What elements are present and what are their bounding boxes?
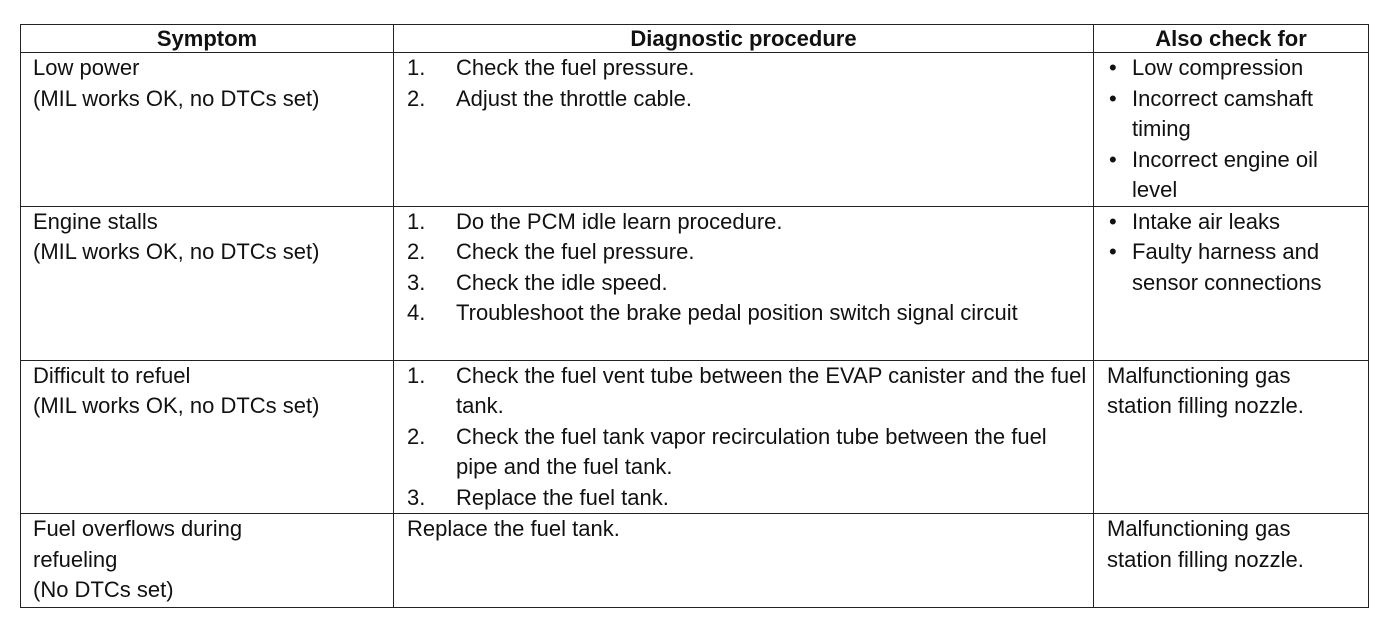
also-check-cell — [1094, 206, 1369, 360]
also-check-item: Incorrect engine oil level — [1132, 146, 1318, 202]
step-text: Check the fuel vent tube between the EVAP canister and the fuel tank. — [456, 362, 1087, 418]
procedure-cell — [394, 514, 1094, 608]
procedure-step — [407, 207, 1089, 238]
step-number: 2. — [407, 423, 426, 449]
procedure-steps — [407, 53, 1089, 114]
diagnostic-table — [20, 24, 1369, 608]
list-item — [1107, 53, 1364, 84]
list-item — [1107, 237, 1364, 298]
symptom-note: (MIL works OK, no DTCs set) — [33, 393, 320, 418]
step-text: Adjust the throttle cable. — [456, 85, 693, 111]
symptom-cell — [21, 206, 394, 360]
also-check-item: Intake air leaks — [1132, 208, 1280, 234]
procedure-steps — [407, 361, 1089, 514]
procedure-text: Replace the fuel tank. — [407, 516, 620, 541]
list-item — [1107, 207, 1364, 238]
symptom-title: Fuel overflows during refueling — [33, 516, 243, 572]
symptom-title: Difficult to refuel — [33, 362, 191, 388]
procedure-cell — [394, 360, 1094, 514]
table-row — [21, 53, 1369, 207]
also-check-list — [1107, 207, 1364, 299]
step-number: 2. — [407, 239, 426, 264]
procedure-cell — [394, 206, 1094, 360]
symptom-cell — [21, 360, 394, 514]
procedure-step — [407, 361, 1089, 422]
procedure-step — [407, 84, 1089, 115]
also-check-text: Malfunctioning gas station filling nozzle. — [1107, 362, 1304, 418]
procedure-step — [407, 53, 1089, 84]
procedure-cell — [394, 53, 1094, 207]
step-text: Replace the fuel tank. — [456, 484, 669, 510]
symptom-note: (No DTCs set) — [33, 577, 174, 602]
step-text: Check the fuel pressure. — [456, 239, 695, 264]
also-check-cell — [1094, 360, 1369, 514]
step-text: Do the PCM idle learn procedure. — [456, 208, 783, 234]
symptom-note: (MIL works OK, no DTCs set) — [33, 85, 320, 111]
procedure-step — [407, 298, 1089, 329]
also-check-item: Low compression — [1132, 55, 1304, 80]
bullet-icon: • — [1109, 85, 1117, 111]
symptom-title: Engine stalls — [33, 208, 158, 234]
symptom-cell — [21, 514, 394, 608]
procedure-step — [407, 422, 1089, 483]
symptom-cell — [21, 53, 394, 207]
table-row — [21, 514, 1369, 608]
bullet-icon: • — [1109, 55, 1117, 80]
step-number: 3. — [407, 484, 426, 510]
procedure-step — [407, 483, 1089, 514]
also-check-list — [1107, 53, 1364, 206]
step-text: Check the fuel pressure. — [456, 55, 695, 80]
bullet-icon: • — [1109, 146, 1117, 172]
procedure-step — [407, 268, 1089, 299]
step-number: 2. — [407, 85, 426, 111]
also-check-text: Malfunctioning gas station filling nozzle. — [1107, 516, 1304, 572]
procedure-steps — [407, 207, 1089, 329]
header-symptom: Symptom — [21, 25, 394, 53]
symptom-note: (MIL works OK, no DTCs set) — [33, 239, 320, 264]
symptom-title: Low power — [33, 55, 140, 80]
also-check-item: Incorrect camshaft timing — [1132, 85, 1313, 141]
header-row — [21, 25, 1369, 53]
step-number: 1. — [407, 208, 426, 234]
step-number: 1. — [407, 55, 426, 80]
list-item — [1107, 145, 1364, 206]
header-also-check-for: Also check for — [1094, 25, 1369, 53]
list-item — [1107, 84, 1364, 145]
also-check-cell — [1094, 53, 1369, 207]
step-number: 4. — [407, 300, 426, 325]
step-text: Check the fuel tank vapor recirculation tube between the fuel pipe and the fuel tank. — [456, 423, 1047, 479]
bullet-icon: • — [1109, 239, 1117, 264]
table-row — [21, 206, 1369, 360]
procedure-step — [407, 237, 1089, 268]
also-check-item: Faulty harness and sensor connections — [1132, 239, 1322, 295]
step-text: Check the idle speed. — [456, 269, 668, 295]
table-row — [21, 360, 1369, 514]
header-diagnostic-procedure: Diagnostic procedure — [394, 25, 1094, 53]
step-number: 3. — [407, 269, 426, 295]
diagnostic-table-container — [20, 24, 1369, 608]
also-check-cell — [1094, 514, 1369, 608]
step-text: Troubleshoot the brake pedal position switch signal circuit — [456, 300, 1018, 325]
step-number: 1. — [407, 362, 426, 388]
bullet-icon: • — [1109, 208, 1117, 234]
